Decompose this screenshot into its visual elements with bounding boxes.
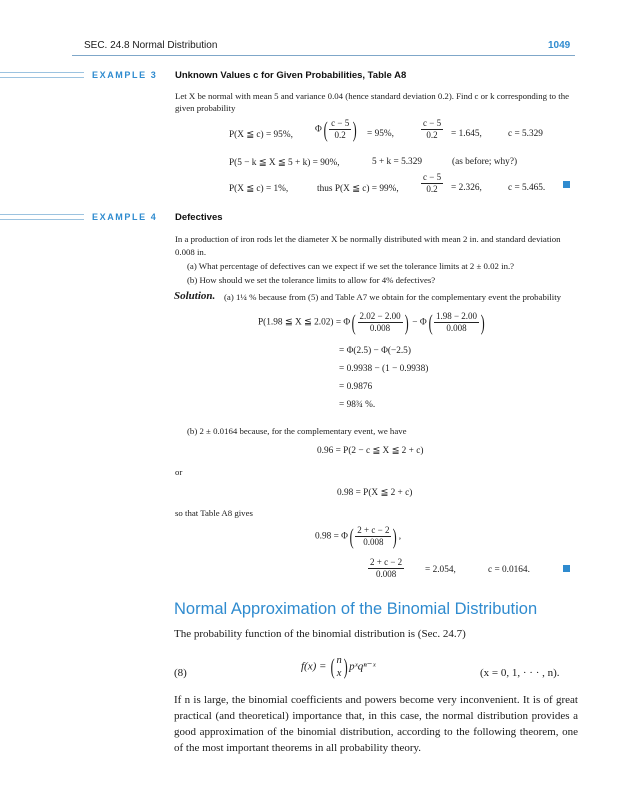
ex4-step-3: = 0.9876 [339,382,373,392]
example-4-label: EXAMPLE 4 [92,212,158,222]
ex4-step-1: = Φ(2.5) − Φ(−2.5) [339,346,411,356]
ex3-row2-mid: 5 + k = 5.329 [372,157,422,167]
phi-symbol: Φ [315,124,322,135]
ex4-eq-b4-fraction: $\frac{2 + c - 2}{0.008}$ [370,557,403,579]
ex3-row1-fraction2: $\frac{c - 5}{0.2}$ [423,118,442,140]
binomial-equation: f(x) = ( n x ) pˣqⁿ⁻ˣ [301,654,376,679]
ex4-eq-b4-result: c = 0.0164. [488,565,530,575]
ex3-row3-mid: thus P(X ≦ c) = 99%, [317,184,399,194]
end-of-example-3-square [563,181,570,188]
ex3-row2-note: (as before; why?) [452,157,518,167]
ex4-eq-b1: 0.96 = P(2 − c ≦ X ≦ 2 + c) [317,446,424,456]
header-rule [72,55,575,56]
ex3-row1-lhs: P(X ≦ c) = 95%, [229,130,293,140]
ex3-row1-result: c = 5.329 [508,129,543,139]
ex4-step-2: = 0.9938 − (1 − 0.9938) [339,364,429,374]
ex4-so-that: so that Table A8 gives [175,508,253,518]
ex4-step-4: = 98¾ %. [339,400,376,410]
running-header-section: SEC. 24.8 Normal Distribution [84,40,218,51]
ex3-row2-lhs: P(5 − k ≦ X ≦ 5 + k) = 90%, [229,158,340,168]
page-number: 1049 [548,40,571,51]
ex3-row3-result: c = 5.465. [508,183,546,193]
example-3-intro: Let X be normal with mean 5 and variance 0.04 (hence standard deviation 0.2). Find c or k corresponding to the given probability [175,91,570,113]
section-intro: The probability function of the binomial distribution is (Sec. 24.7) [174,628,466,640]
binomial-range: (x = 0, 1, · · · , n). [480,667,560,679]
example-4-question-a: (a) What percentage of defectives can we expect if we set the tolerance limits at 2 ± 0.02 in.? [187,261,515,271]
ex3-row1-fraction: $\frac{c - 5}{0.2}$ [331,118,350,140]
ex3-row1-eq: = 95%, [367,129,394,139]
equation-number-8: (8) [174,667,187,679]
solution-part-a: (a) 1¼ % because from (5) and Table A7 we obtain for the complementary event the probability [224,292,562,302]
example-4-question-b: (b) How should we set the tolerance limits to allow for 4% defectives? [187,275,436,285]
end-of-example-4-square [563,565,570,572]
example-4-intro: In a production of iron rods let the diameter X be normally distributed with mean 2 in. and standard deviation 0.008 in. [175,234,561,257]
example-3-title: Unknown Values c for Given Probabilities, Table A8 [175,70,407,81]
ex4-eq-b3: 0.98 = Φ( $\frac{2 + c - 2}{0.008}$ ) , [315,523,402,549]
solution-label: Solution. [174,290,216,302]
ex4-main-equation: P(1.98 ≦ X ≦ 2.02) = Φ( $\frac{2.02 - 2.00}{0.008}$ ) − Φ( $\frac{1.98 - 2.00}{0.008}$ ) [258,309,485,335]
example-4-bar [0,214,84,220]
section-title: Normal Approximation of the Binomial Distribution [174,600,538,618]
example-4-title: Defectives [175,212,223,223]
solution-part-b: (b) 2 ± 0.0164 because, for the complementary event, we have [187,426,407,436]
example-3-bar [0,72,84,78]
ex3-row3-lhs: P(X ≦ c) = 1%, [229,184,289,194]
example-3-label: EXAMPLE 3 [92,70,158,80]
ex3-row1-phi-expr: Φ( $\frac{c - 5}{0.2}$ ) [315,116,357,142]
ex3-row3-val: = 2.326, [451,183,482,193]
ex3-row1-val: = 1.645, [451,129,482,139]
ex4-eq-b4-val: = 2.054, [425,565,456,575]
ex4-eq-b2: 0.98 = P(X ≦ 2 + c) [337,488,413,498]
ex4-or: or [175,467,183,477]
section-paragraph: If n is large, the binomial coefficients and powers become very inconvenient. It is of great practical (and theoretical) importance that, in this case, the normal distribution provides a good approximation of the binomial distribution, according to the following theorem, one of the most important theorems in all probability theory. [174,694,578,754]
ex3-row3-fraction: $\frac{c - 5}{0.2}$ [423,172,442,194]
